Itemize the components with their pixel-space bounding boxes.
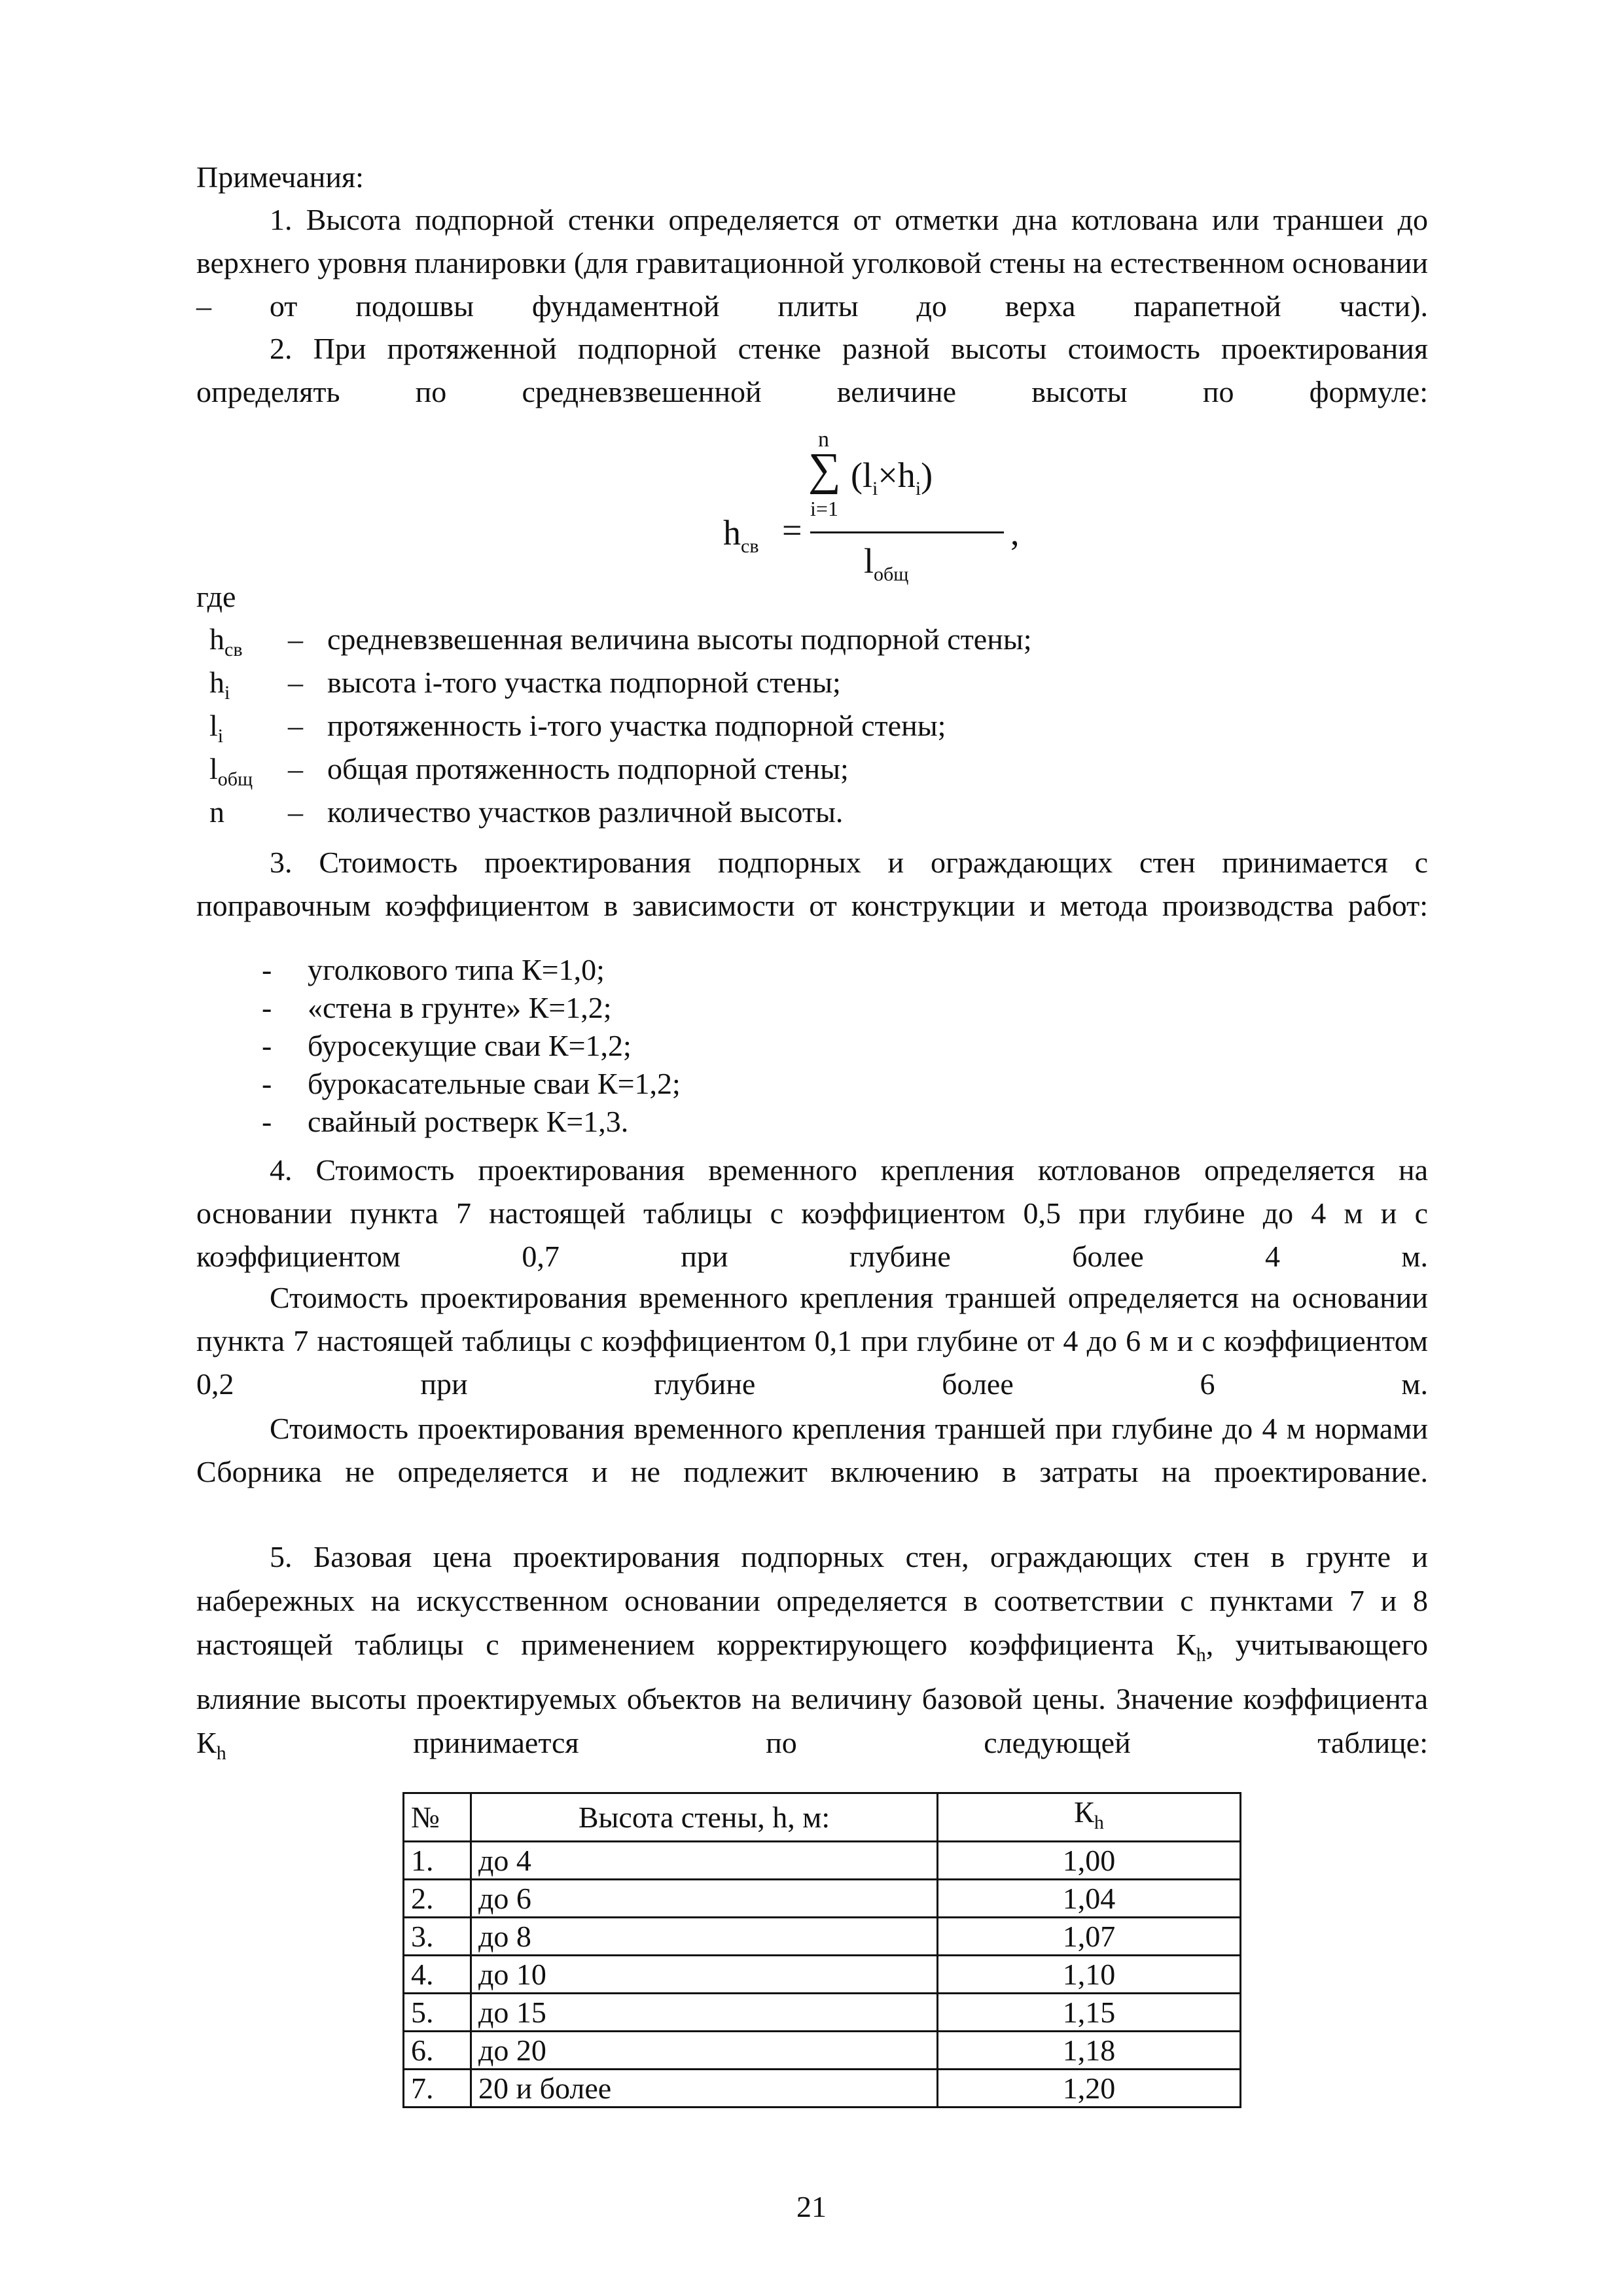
definition-text: высота i-того участка подпорной стены;	[327, 666, 841, 699]
definition-row: n – количество участков различной высоты.	[196, 795, 1440, 838]
note-3: 3. Стоимость проектирования подпорных и ограждающих стен принимается с поправочным коэффициентом в зависимости от конструкции и метода производства работ:	[196, 846, 1428, 922]
table-row: 7. 20 и более 1,20	[404, 2070, 1241, 2108]
definition-text: протяженность i-того участка подпорной стены;	[327, 709, 946, 742]
definition-row: $h_{св}$ – средневзвешенная величина высоты подпорной стены;	[209, 622, 1032, 661]
definition-text: общая протяженность подпорной стены;	[327, 752, 849, 785]
definition-symbol: $l_i$	[209, 709, 224, 747]
page-number: 21	[796, 2190, 827, 2223]
formula-comma: ,	[1010, 513, 1020, 552]
sum-lower-limit: i=1	[810, 497, 838, 520]
sum-symbol: ∑	[808, 444, 841, 495]
sum-upper-limit: n	[818, 427, 829, 452]
definition-text: количество участков различной высоты.	[327, 795, 844, 829]
definition-symbol: $l_{общ}$	[209, 752, 253, 791]
table-row: 2. до 6 1,04	[404, 1880, 1241, 1918]
table-row: 3. до 8 1,07	[404, 1918, 1241, 1956]
kh-coefficient-table	[402, 1792, 1241, 2108]
table-row: 5. до 15 1,15	[404, 1994, 1241, 2032]
table-header-row	[404, 1793, 1241, 1842]
table-row: 4. до 10 1,10	[404, 1956, 1241, 1994]
note-4-trenches: Стоимость проектирования временного крепления траншей определяется на основании пункта 7 настоящей таблицы с коэффициентом 0,1 при глубине от 4 до 6 м и с коэффициентом 0,2 при глубине более 6 м.	[196, 1281, 1428, 1401]
table-row: 6. до 20 1,18	[404, 2032, 1241, 2070]
notes-heading: Примечания:	[196, 160, 364, 194]
note-4-pits: 4. Стоимость проектирования временного крепления котлованов определяется на основании пункта 7 настоящей таблицы с коэффициентом 0,5 при глубине до 4 м и с коэффициентом 0,7 при глубине более 4 м.	[196, 1153, 1428, 1273]
header-coefficient: $К_h$	[938, 1793, 1241, 1842]
note-2: 2. При протяженной подпорной стенке разной высоты стоимость проектирования определять по средневзвешенной величине высоты по формуле:	[196, 332, 1428, 408]
formula-denominator: $l_{общ}$	[864, 541, 909, 585]
formula-equals: =	[782, 511, 802, 550]
table-row: 1. до 4 1,00	[404, 1842, 1241, 1880]
note-1: 1. Высота подпорной стенки определяется от отметки дна котлована или траншеи до верхнего уровня планировки (для гравитационной уголковой стены на естественном основании – от подошвы фундаментной плиты до верха парапетной части).	[196, 203, 1428, 323]
definition-symbol: $h_{св}$	[209, 622, 243, 661]
symbol-definitions	[196, 622, 1440, 838]
document-page: Примечания: 1. Высота подпорной стенки определяется от отметки дна котлована или траншеи до верхнего уровня планировки (для гравитационной уголковой стены на естественном основании – от подошвы фундаментной плиты до верха парапетной части). 2. При протяженной подпорной стенке разной высоты стоимость проектирования определять по средневзвешенной величине высоты по формуле: $h_{св}$ = n ∑ i=1 $(l_i\times h_i)$ $l_{общ}$ , где $h_{св}$ – средневзвешенная величина высоты подпорной стены; $h_i$ – высота i-того участка подпорной стены; $l_i$ – протяженность i-того участка подпорной стены; $l_{общ}$ – общая протяженность подпорной стены; n – количество участков различной высоты. 3. Стоимость проектирования подпорных и ограждающих стен принимается с поправочным коэффициентом в зависимости от конструкции и метода производства работ: - уголкового типа К=1,0; - «стена в грунте» К=1,2; - буросекущие сваи К=1,2; - бурокасательные сваи К=1,2; - свайный ростверк К=1,3. 4. Стоимость проектирования временного крепления котлованов определяется на основании пункта 7 настоящей таблицы с коэффициентом 0,5 при глубине до 4 м и с коэффициентом 0,7 при глубине более 4 м. Стоимость проектирования временного крепления траншей определяется на основании пункта 7 настоящей таблицы с коэффициентом 0,1 при глубине от 4 до 6 м и с коэффициентом 0,2 при глубине более 6 м. Стоимость проектирования временного крепления траншей при глубине до 4 м нормами Сборника не определяется и не подлежит включению в затраты на проектирование. 5. Базовая цена проектирования подпорных стен, ограждающих стен в грунте и набережных на искусственном основании определяется в соответствии с пунктами 7 и 8 настоящей таблицы с применением корректирующего коэффициента $К_h$, учитывающего влияние высоты проектируемых объектов на величину базовой цены. Значение коэффициента $К_h$ принимается по следующей таблице: № Высота стены, h, м: $К_h$ 1. до 4 1,00 2. до 6 1,04 3. до 8 1,07 4. до 10 1,10 5. до 15 1,15 6. до 20 1,18 7. 20 и более 1,20 21	[0, 0, 1623, 2296]
note-5: 5. Базовая цена проектирования подпорных стен, ограждающих стен в грунте и набережных на искусственном основании определяется в соответствии с пунктами 7 и 8 настоящей таблицы с применением корректирующего коэффициента $К_h$, учитывающего влияние высоты проектируемых объектов на величину базовой цены. Значение коэффициента $К_h$ принимается по следующей таблице:	[196, 1540, 1428, 1765]
weighted-height-formula	[687, 429, 1027, 592]
fraction-bar	[810, 531, 1004, 533]
formula-lhs: $h_{св}$	[723, 513, 759, 557]
definition-text: средневзвешенная величина высоты подпорной стены;	[327, 622, 1032, 656]
header-height: Высота стены, h, м:	[471, 1793, 938, 1842]
formula-numerator: $(l_i\times h_i)$	[851, 456, 933, 499]
header-number: №	[404, 1793, 471, 1842]
definition-row: $l_{общ}$ – общая протяженность подпорной стены;	[209, 752, 849, 791]
definition-row: $h_i$ – высота i-того участка подпорной стены;	[209, 666, 841, 704]
definition-symbol: n	[209, 795, 224, 829]
note-4-shallow-trenches: Стоимость проектирования временного крепления траншей при глубине до 4 м нормами Сборника не определяется и не подлежит включению в затраты на проектирование.	[196, 1412, 1428, 1488]
definition-row: $l_i$ – протяженность i-того участка подпорной стены;	[209, 709, 946, 747]
where-label: где	[196, 580, 236, 613]
definition-symbol: $h_i$	[209, 666, 230, 704]
